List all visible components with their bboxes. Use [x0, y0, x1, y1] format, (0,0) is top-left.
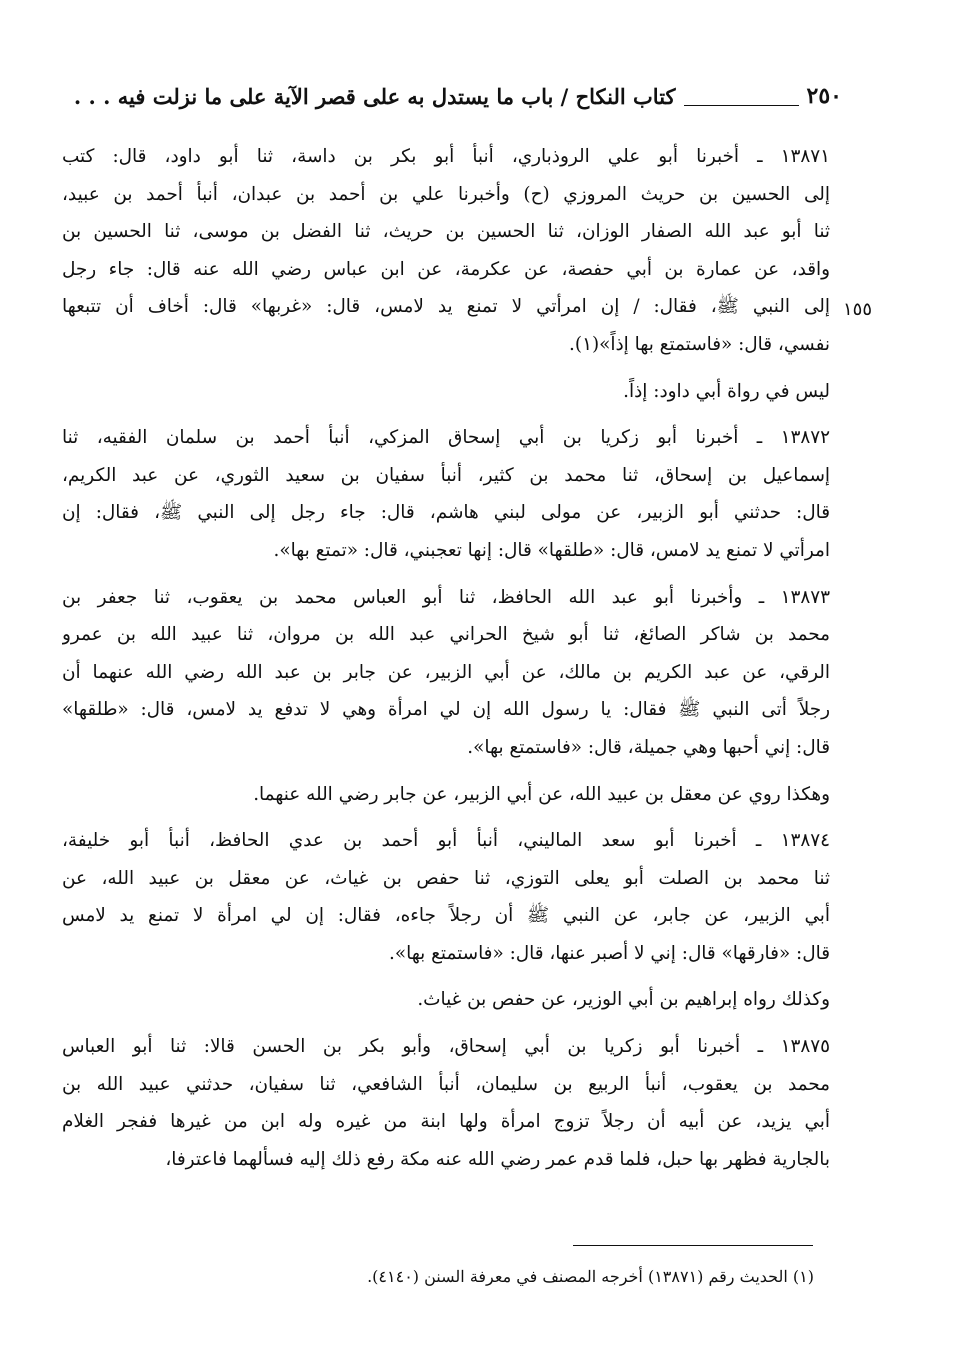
- paragraph: [62, 822, 830, 972]
- text-line: أبي الزبير، عن جابر، عن النبي ﷺ أن رجلاً جاءه، فقال: إن لي امرأة لا تمنع يد لامس: [62, 905, 830, 927]
- text-line: قال: «فارقها» قال: إني لا أصبر عنها، قال: «فاستمتع بها».: [389, 942, 830, 964]
- paragraph: [62, 579, 830, 767]
- paragraph: [62, 373, 830, 411]
- text-line: قال: حدثني أبو الزبير، عن مولى لبني هاشم، قال: جاء رجل إلى النبي ﷺ، فقال: إن: [62, 502, 830, 524]
- text-line: أبي يزيد، عن أبيه أن رجلاً تزوج امرأة ولها ابنة من غيره وله ابن من غيرها ففجر الغلام: [62, 1111, 830, 1133]
- text-line: ١٣٨٧٥ ـ أخبرنا أبو زكريا بن أبي إسحاق، وأبو بكر بن الحسن قالا: ثنا أبو العباس: [62, 1036, 830, 1058]
- main-text: [62, 138, 830, 1187]
- page-number: ٢٥٠: [806, 83, 842, 109]
- paragraph: [62, 138, 830, 364]
- text-line: وهكذا روي عن معقل بن عبيد الله، عن أبي الزبير، عن جابر رضي الله عنهما.: [253, 783, 830, 805]
- text-line: نفسي، قال: «فاستمتع بها إذاً»(١).: [569, 333, 830, 355]
- header-rule: [684, 105, 799, 106]
- text-line: ١٣٨٧٤ ـ أخبرنا أبو سعد الماليني، أنبأ أبو أحمد بن عدي الحافظ، أنبأ أبو خليفة،: [62, 830, 830, 852]
- text-line: ١٣٨٧٢ ـ أخبرنا أبو زكريا بن أبي إسحاق المزكي، أنبأ أحمد بن سلمان الفقيه، ثنا: [62, 427, 830, 449]
- text-line: إلى الحسين بن حريث المروزي (ح) وأخبرنا علي بن أحمد بن عبدان، أنبأ أحمد بن عبيد،: [62, 183, 830, 205]
- text-line: إسماعيل بن إسحاق، ثنا محمد بن كثير، أنبأ سفيان بن سعيد الثوري، عن عبد الكريم،: [62, 464, 830, 486]
- footnote: (١) الحديث رقم (١٣٨٧١) أخرجه المصنف في معرفة السنن (٤١٤٠).: [367, 1267, 814, 1286]
- paragraph: [62, 776, 830, 814]
- text-line: محمد بن يعقوب، أنبأ الربيع بن سليمان، أنبأ الشافعي، ثنا سفيان، حدثني عبيد الله بن: [62, 1073, 830, 1095]
- paragraph: [62, 1028, 830, 1178]
- text-line: الرقي، عن عبد الكريم بن مالك، عن أبي الزبير، عن جابر بن عبد الله رضي الله عنهما أن: [62, 661, 830, 683]
- text-line: ثنا أبو عبد الله الصفار الوزان، ثنا الحسين بن حريث، ثنا الفضل بن موسى، ثنا الحسين بن: [62, 221, 830, 243]
- text-line: واقد، عن عمارة بن أبي حفصة، عن عكرمة، عن ابن عباس رضي الله عنه قال: جاء رجل: [62, 258, 830, 280]
- text-line: ليس في رواة أبي داود: إذاً.: [623, 380, 830, 402]
- paragraph: [62, 981, 830, 1019]
- footnote-separator: [573, 1245, 813, 1246]
- text-line: ١٣٨٧١ ـ أخبرنا أبو علي الروذباري، أنبأ أبو بكر بن داسة، ثنا أبو داود، قال: كتب: [62, 146, 830, 167]
- text-line: محمد بن شاكر الصائغ، ثنا أبو شيخ الحراني عبد الله بن مروان، ثنا عبيد الله بن عمرو: [62, 624, 830, 646]
- text-line: ١٣٨٧٣ ـ وأخبرنا أبو عبد الله الحافظ، ثنا أبو العباس محمد بن يعقوب، ثنا جعفر بن: [62, 586, 830, 608]
- text-line: ثنا محمد بن الصلت أبو يعلى التوزي، ثنا حفص بن غياث، عن معقل بن عبيد الله، عن: [62, 867, 830, 889]
- text-line: بالجارية فظهر بها حبل، فلما قدم عمر رضي الله عنه مكة رفع ذلك إليه فسألهما فاعترفا،: [165, 1148, 830, 1170]
- paragraph: [62, 419, 830, 569]
- margin-page-reference: ١٥٥: [843, 299, 873, 320]
- text-line: رجلاً أتى النبي ﷺ فقال: يا رسول الله إن لي امرأة وهي لا تدفع يد لامس، قال: «طلقها»: [62, 699, 830, 721]
- page-header: [62, 76, 842, 116]
- text-line: وكذلك رواه إبراهيم بن أبي الوزير، عن حفص بن غياث.: [417, 989, 830, 1011]
- text-line: إلى النبي ﷺ، فقال: / إن امرأتي لا تمنع يد لامس، قال: «غربها» قال: أخاف أن تتبعها: [62, 296, 830, 318]
- text-line: امرأتي لا تمنع يد لامس، قال: «طلقها» قال: إنها تعجبني، قال: «تمتع بها».: [273, 539, 830, 561]
- running-title: كتاب النكاح / باب ما يستدل به على قصر الآية على ما نزلت فيه . . .: [73, 83, 676, 109]
- text-line: قال: إني أحبها وهي جميلة، قال: «فاستمتع بها».: [467, 736, 830, 758]
